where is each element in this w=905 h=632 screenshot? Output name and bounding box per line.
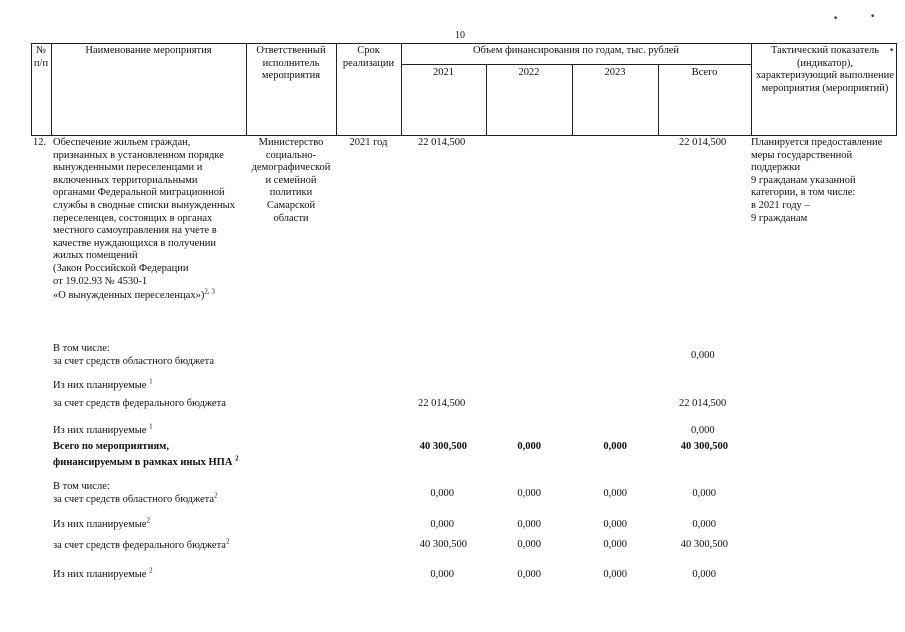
- totals-2023: 0,000: [603, 441, 627, 452]
- federal-2021: 22 014,500: [418, 398, 466, 409]
- regional-budget-label: за счет средств областного бюджета$^2$: [53, 491, 218, 505]
- planned-total: 0,000: [691, 425, 715, 436]
- page-number: 10: [455, 30, 465, 41]
- header-bottom-border: [31, 135, 897, 136]
- totals-all: 40 300,500: [680, 441, 728, 452]
- scan-mark: •: [833, 14, 839, 24]
- amount-2021: 22 014,500: [418, 137, 466, 148]
- including-label: В том числе:: [53, 481, 110, 492]
- row-number: 12.: [33, 137, 47, 148]
- planned-label: Из них планируемые$^2$: [53, 516, 150, 530]
- scan-mark: •: [870, 12, 876, 22]
- federal-2023: 0,000: [603, 539, 627, 550]
- federal-total: 22 014,500: [679, 398, 727, 409]
- regional-2022: 0,000: [517, 488, 541, 499]
- header-term: Срок реализации: [342, 45, 395, 69]
- planned-2021: 0,000: [430, 519, 454, 530]
- header-year-2021: 2021: [433, 67, 454, 78]
- regional-2023: 0,000: [603, 488, 627, 499]
- regional-total: 0,000: [691, 350, 715, 361]
- totals-title: Всего по мероприятиям,: [53, 441, 169, 452]
- header-number: № п/п: [33, 45, 49, 69]
- planned-label: Из них планируемые $^2$: [53, 566, 153, 580]
- table-top-border: [31, 43, 897, 44]
- federal-budget-label: за счет средств федерального бюджета: [53, 398, 226, 409]
- header-year-2022: 2022: [518, 67, 540, 78]
- planned-all: 0,000: [692, 519, 716, 530]
- header-year-2023: 2023: [604, 67, 626, 78]
- planned-all: 0,000: [692, 569, 716, 580]
- planned-2023: 0,000: [603, 519, 627, 530]
- activity-law-name: «О вынужденных переселенцах»)$^{2, 3}$: [53, 287, 215, 301]
- including-label: В том числе:: [53, 343, 110, 354]
- scan-mark: •: [889, 46, 895, 56]
- amount-total: 22 014,500: [679, 137, 727, 148]
- header-total: Всего: [691, 67, 718, 78]
- federal-budget-label: за счет средств федерального бюджета$^2$: [53, 537, 230, 551]
- planned-2023: 0,000: [603, 569, 627, 580]
- header-financing: Объем финансирования по годам, тыс. рублей: [472, 45, 680, 56]
- implementation-term: 2021 год: [349, 137, 388, 148]
- regional-all: 0,000: [692, 488, 716, 499]
- indicator-text: Планируется предоставление меры государственной поддержки 9 гражданам указанной категории, в том числе: в 2021 году – 9 гражданам: [751, 137, 883, 224]
- planned-label: Из них планируемые $^1$: [53, 377, 153, 391]
- federal-2022: 0,000: [517, 539, 541, 550]
- financing-subheader-border: [401, 64, 751, 65]
- federal-all: 40 300,500: [680, 539, 728, 550]
- totals-2021: 40 300,500: [419, 441, 467, 452]
- totals-2022: 0,000: [517, 441, 541, 452]
- regional-budget-label: за счет средств областного бюджета: [53, 356, 215, 367]
- planned-2022: 0,000: [517, 569, 541, 580]
- federal-2021: 40 300,500: [419, 539, 467, 550]
- totals-title: финансируемым в рамках иных НПА $^2$: [53, 454, 239, 468]
- responsible-executor: Министерство социально- демографической и семейной политики Самарской области: [251, 137, 331, 224]
- header-name: Наименование мероприятия: [85, 45, 212, 56]
- planned-2021: 0,000: [430, 569, 454, 580]
- planned-2022: 0,000: [517, 519, 541, 530]
- planned-label: Из них планируемые $^1$: [53, 422, 153, 436]
- header-indicator: Тактический показатель (индикатор), характеризующий выполнение мероприятия (мероприятий): [756, 45, 894, 94]
- header-executor: Ответственный исполнитель мероприятия: [256, 45, 326, 82]
- regional-2021: 0,000: [430, 488, 454, 499]
- activity-name: Обеспечение жильем граждан, признанных в установленном порядке вынужденными переселенцами и включенных территориальными органами Федеральной миграционной службы в сводные списки вынужденных переселенцев, состоящих в органах местного самоуправления на учете в качестве нуждающихся в получении жилых помещений (Закон Российской Федерации от 19.02.93 № 4530-1: [53, 137, 235, 287]
